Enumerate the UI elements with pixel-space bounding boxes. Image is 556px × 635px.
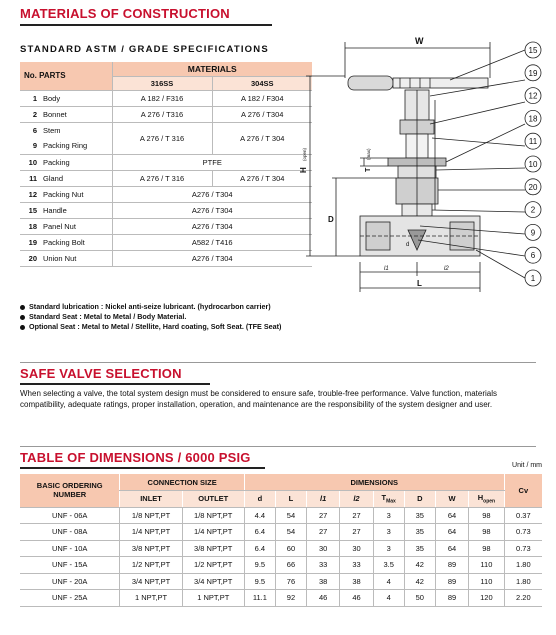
- cell-D: 35: [404, 540, 435, 557]
- cell-T: 3: [373, 524, 404, 541]
- safe-top-rule: [20, 362, 536, 363]
- cell-cv: 1.80: [504, 573, 542, 590]
- table-row: [20, 218, 312, 234]
- materials-title: MATERIALS OF CONSTRUCTION: [20, 6, 230, 21]
- cell-D: 35: [404, 507, 435, 524]
- dim-label-L: L: [417, 279, 422, 288]
- cell-L: 76: [275, 573, 306, 590]
- table-row: [20, 186, 312, 202]
- note-item: Standard lubrication : Nickel anti-seize lubricant. (hydrocarbon carrier): [20, 302, 281, 312]
- part-no: 20: [20, 250, 40, 266]
- bullet-icon: [20, 325, 25, 330]
- part-name: Packing Nut: [40, 186, 112, 202]
- cell-inlet: 3/4 NPT,PT: [120, 573, 182, 590]
- table-row: [20, 122, 312, 138]
- cell-H: 120: [469, 590, 505, 607]
- valve-drawing: [300, 30, 550, 300]
- cell-l1: 27: [307, 507, 340, 524]
- dim-label-D: D: [328, 215, 334, 224]
- cell-d: 6.4: [244, 540, 275, 557]
- cell-d: 9.5: [244, 557, 275, 574]
- material-304: A 276 / T 304: [212, 170, 312, 186]
- part-name: Union Nut: [40, 250, 112, 266]
- header-outlet: OUTLET: [182, 491, 244, 508]
- callout-number: 1: [530, 274, 536, 283]
- header-d: d: [244, 491, 275, 508]
- part-no: 11: [20, 170, 40, 186]
- cell-l2: 38: [340, 573, 373, 590]
- callout-number: 12: [528, 91, 538, 101]
- cell-num: UNF - 10A: [20, 540, 120, 557]
- header-T: $T_{Max}$: [373, 491, 404, 508]
- table-row: [20, 524, 542, 541]
- part-no: 10: [20, 154, 40, 170]
- callout-number: 15: [528, 46, 538, 55]
- dim-label-T-sub: (max): [366, 148, 371, 160]
- cell-W: 89: [435, 590, 468, 607]
- cell-outlet: 1 NPT,PT: [182, 590, 244, 607]
- cell-l2: 33: [340, 557, 373, 574]
- cell-D: 42: [404, 557, 435, 574]
- cell-H: 110: [469, 557, 505, 574]
- dim-label-l2: l2: [444, 266, 449, 272]
- part-no: 18: [20, 218, 40, 234]
- callout-number: 6: [530, 251, 536, 261]
- header-cv: Cv: [504, 474, 542, 507]
- cell-l2: 46: [340, 590, 373, 607]
- header-H: $H_{open}$: [469, 491, 505, 508]
- dims-title: TABLE OF DIMENSIONS / 6000 PSIG: [20, 450, 251, 465]
- part-name: Gland: [40, 170, 112, 186]
- header-L: L: [275, 491, 306, 508]
- cell-inlet: 3/8 NPT,PT: [120, 540, 182, 557]
- cell-H: 110: [469, 573, 505, 590]
- material-both: A582 / T416: [112, 234, 312, 250]
- part-name: Handle: [40, 202, 112, 218]
- cell-d: 6.4: [244, 524, 275, 541]
- header-l2: l2: [340, 491, 373, 508]
- cell-W: 64: [435, 540, 468, 557]
- cell-W: 89: [435, 573, 468, 590]
- table-row: [20, 154, 312, 170]
- header-connection-size: CONNECTION SIZE: [120, 474, 244, 491]
- cell-inlet: 1/2 NPT,PT: [120, 557, 182, 574]
- table-row: [20, 170, 312, 186]
- cell-num: UNF - 20A: [20, 573, 120, 590]
- cell-D: 42: [404, 573, 435, 590]
- material-both: A276 / T304: [112, 218, 312, 234]
- note-item: Standard Seat : Metal to Metal / Body Material.: [20, 312, 281, 322]
- cell-d: 11.1: [244, 590, 275, 607]
- dimensions-table: [20, 474, 542, 607]
- cell-outlet: 1/2 NPT,PT: [182, 557, 244, 574]
- part-no: 9: [20, 138, 40, 154]
- callout-number: 2: [530, 205, 536, 215]
- cell-l1: 46: [307, 590, 340, 607]
- cell-l1: 27: [307, 524, 340, 541]
- table-row: [20, 540, 542, 557]
- cell-cv: 1.80: [504, 557, 542, 574]
- material-both: A276 / T304: [112, 186, 312, 202]
- cell-T: 4: [373, 590, 404, 607]
- cell-cv: 0.73: [504, 524, 542, 541]
- callout-number: 11: [528, 137, 538, 147]
- bullet-icon: [20, 315, 25, 320]
- header-materials: MATERIALS: [112, 62, 312, 76]
- part-no: 12: [20, 186, 40, 202]
- table-row: [20, 507, 542, 524]
- cell-outlet: 1/4 NPT,PT: [182, 524, 244, 541]
- material-304: A 276 / T304: [212, 106, 312, 122]
- cell-L: 54: [275, 524, 306, 541]
- materials-table: [20, 62, 312, 267]
- part-name: Stem: [40, 122, 112, 138]
- materials-subtitle: STANDARD ASTM / GRADE SPECIFICATIONS: [20, 44, 269, 55]
- part-no: 19: [20, 234, 40, 250]
- cell-num: UNF - 25A: [20, 590, 120, 607]
- cell-l2: 27: [340, 507, 373, 524]
- callout-number: 19: [528, 68, 538, 78]
- part-no: 1: [20, 90, 40, 106]
- material-304: A 276 / T 304: [212, 122, 312, 154]
- header-D: D: [404, 491, 435, 508]
- cell-outlet: 3/8 NPT,PT: [182, 540, 244, 557]
- cell-inlet: 1/4 NPT,PT: [120, 524, 182, 541]
- cell-num: UNF - 15A: [20, 557, 120, 574]
- cell-d: 9.5: [244, 573, 275, 590]
- header-l1: l1: [307, 491, 340, 508]
- cell-L: 92: [275, 590, 306, 607]
- cell-inlet: 1 NPT,PT: [120, 590, 182, 607]
- table-row: [20, 234, 312, 250]
- cell-T: 3: [373, 540, 404, 557]
- table-row: [20, 590, 542, 607]
- cell-L: 66: [275, 557, 306, 574]
- material-both: A276 / T304: [112, 250, 312, 266]
- cell-H: 98: [469, 524, 505, 541]
- safe-title: SAFE VALVE SELECTION: [20, 366, 182, 381]
- cell-d: 4.4: [244, 507, 275, 524]
- table-row: [20, 90, 312, 106]
- table-row: [20, 106, 312, 122]
- table-row: [20, 202, 312, 218]
- cell-num: UNF - 08A: [20, 524, 120, 541]
- cell-T: 4: [373, 573, 404, 590]
- header-W: W: [435, 491, 468, 508]
- header-304ss: 304SS: [212, 76, 312, 90]
- material-316: A 182 / F316: [112, 90, 212, 106]
- cell-l1: 38: [307, 573, 340, 590]
- header-316ss: 316SS: [112, 76, 212, 90]
- part-name: Panel Nut: [40, 218, 112, 234]
- cell-L: 60: [275, 540, 306, 557]
- dim-label-H: H: [299, 167, 308, 173]
- part-no: 2: [20, 106, 40, 122]
- part-no: 15: [20, 202, 40, 218]
- dim-label-T: T: [365, 167, 372, 172]
- part-name: Body: [40, 90, 112, 106]
- material-316: A 276 / T316: [112, 106, 212, 122]
- part-no: 6: [20, 122, 40, 138]
- material-316: A 276 / T 316: [112, 170, 212, 186]
- materials-notes: [20, 302, 281, 332]
- material-316: A 276 / T 316: [112, 122, 212, 154]
- cell-L: 54: [275, 507, 306, 524]
- table-row: [20, 250, 312, 266]
- cell-cv: 0.73: [504, 540, 542, 557]
- table-row: [20, 557, 542, 574]
- callout-number: 20: [528, 182, 538, 192]
- dims-top-rule: [20, 446, 536, 447]
- table-row: [20, 573, 542, 590]
- callout-number: 9: [530, 228, 536, 238]
- cell-W: 89: [435, 557, 468, 574]
- safe-title-rule: [20, 383, 210, 385]
- cell-num: UNF - 06A: [20, 507, 120, 524]
- cell-outlet: 1/8 NPT,PT: [182, 507, 244, 524]
- cell-D: 35: [404, 524, 435, 541]
- header-no-parts: No. PARTS: [20, 62, 112, 90]
- part-name: Packing Ring: [40, 138, 112, 154]
- cell-l2: 30: [340, 540, 373, 557]
- note-item: Optional Seat : Metal to Metal / Stellite, Hard coating, Soft Seat. (TFE Seat): [20, 322, 281, 332]
- part-name: Packing Bolt: [40, 234, 112, 250]
- cell-l2: 27: [340, 524, 373, 541]
- cell-T: 3: [373, 507, 404, 524]
- bullet-icon: [20, 305, 25, 310]
- callout-number: 18: [528, 114, 538, 124]
- cell-outlet: 3/4 NPT,PT: [182, 573, 244, 590]
- materials-title-rule: [20, 24, 272, 26]
- cell-D: 50: [404, 590, 435, 607]
- cell-H: 98: [469, 540, 505, 557]
- cell-inlet: 1/8 NPT,PT: [120, 507, 182, 524]
- material-both: PTFE: [112, 154, 312, 170]
- header-dimensions: DIMENSIONS: [244, 474, 504, 491]
- unit-label: Unit / mm: [512, 462, 542, 469]
- material-both: A276 / T304: [112, 202, 312, 218]
- dim-label-d: d: [406, 242, 410, 248]
- part-name: Bonnet: [40, 106, 112, 122]
- dim-label-l1: l1: [384, 266, 389, 272]
- dim-label-W: W: [415, 36, 424, 46]
- cell-cv: 2.20: [504, 590, 542, 607]
- cell-W: 64: [435, 507, 468, 524]
- cell-W: 64: [435, 524, 468, 541]
- dim-label-H-sub: (open): [302, 147, 307, 161]
- cell-T: 3.5: [373, 557, 404, 574]
- part-name: Packing: [40, 154, 112, 170]
- header-basic-ordering-number: BASIC ORDERING NUMBER: [20, 474, 120, 507]
- dims-title-rule: [20, 467, 265, 469]
- cell-l1: 30: [307, 540, 340, 557]
- material-304: A 182 / F304: [212, 90, 312, 106]
- safe-paragraph: When selecting a valve, the total system design must be considered to ensure safe, trouble-free performance. Valve function, materials compatibility, adequate ratings, proper installation, operation, and maintenance are the responsibility of the system designer and user.: [20, 389, 497, 409]
- header-inlet: INLET: [120, 491, 182, 508]
- cell-H: 98: [469, 507, 505, 524]
- cell-cv: 0.37: [504, 507, 542, 524]
- callout-number: 10: [528, 160, 538, 169]
- cell-l1: 33: [307, 557, 340, 574]
